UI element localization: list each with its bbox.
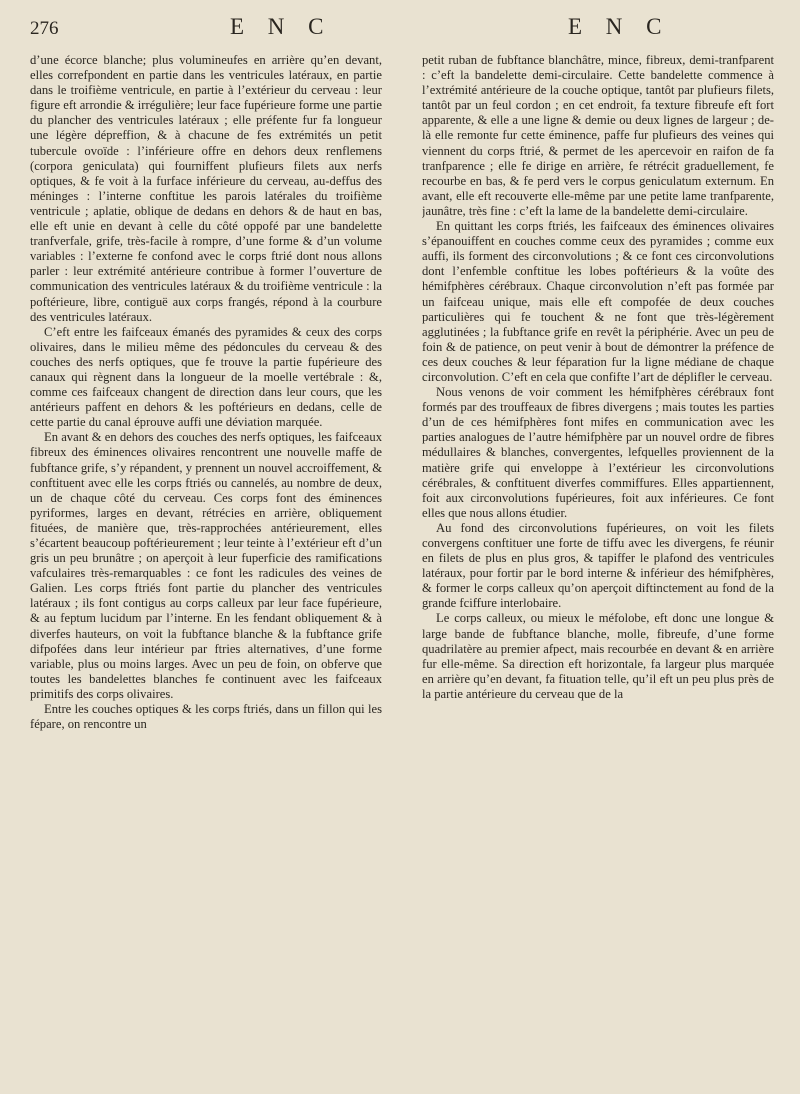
left-heading: E N C xyxy=(230,14,333,39)
paragraph: d’une écorce blanche; plus volumineufes en arrière qu’en devant, elles correfpondent en partie dans les ventricules latéraux, en partie dans le troifième ventricule, en partie à l’extérieur du cerveau : leur figure eft arrondie & irrégulière; leur face fupérieure forme une partie du plancher des ventricules latéraux ; elle préfente fur fa longueur une légère dépreffion, & à chacune de fes extrémités un petit tubercule ovoïde : l’inférieure offre en dehors deux renflemens (corpora geniculata) qui fourniffent plufieurs filets aux nerfs optiques, & fe voit à la furface inférieure du cerveau, au-deffus des méninges : l’interne conftitue les parois latérales du troifième ventricule ; aplatie, oblique de dedans en dehors & de haut en bas, elle eft unie en devant à celle du côté oppofé par une bandelette tranfverfale, grife, très-facile à rompre, d’une forme & d’un volume variables : l’externe fe confond avec le corps ftrié dont nous allons parler : leur extrémité antérieure contribue à former l’ouverture de communication des ventricules latéraux & du troifième ventricule : la poftérieure, libre, contiguë aux corps frangés, répond à la courbure des ventricules latéraux. xyxy=(30,53,382,324)
paragraph: petit ruban de fubftance blanchâtre, mince, fibreux, demi-tranfparent : c’eft la bandelette demi-circulaire. Cette bandelette commence à l’extrémité antérieure de la couche optique, tantôt par plufieurs filets, tantôt par un feul cordon ; en cet endroit, fa texture fibreufe eft fort apparente, & elle a une ligne & demie ou deux lignes de largeur ; de-là elle remonte fur cette éminence, paffe fur plufieurs des veines qui viennent du corps ftrié, & permet de les apercevoir en raifon de fa tranfparence ; elle fe dirige en arrière, fe rétrécit graduellement, fe recourbe en bas, & fe perd vers le corpus geniculatum externum. En avant, elle eft recouverte elle-même par une petite lame tranfparente, jaunâtre, très fine : c’eft la lame de la bandelette demi-circulaire. xyxy=(422,53,774,218)
paragraph: Au fond des circonvolutions fupérieures, on voit les filets convergens conftituer une forte de tiffu avec les divergens, fe réunir en filets de plus en plus gros, & tapiffer le plafond des ventricules latéraux, pour fortir par le bord interne & inférieur des hémifphères, & former le corps calleux qu’on aperçoit diftinctement au fond de la grande fciffure interlobaire. xyxy=(422,520,774,611)
paragraph: Entre les couches optiques & les corps ftriés, dans un fillon qui les fépare, on rencontre un xyxy=(30,702,382,732)
page-number: 276 xyxy=(30,18,59,39)
paragraph: Nous venons de voir comment les hémifphères cérébraux font formés par des trouffeaux de fibres divergens ; mais toutes les parties d’un de ces hémifphères font mifes en communication avec les parties analogues de l’autre hémifphère par un nouvel ordre de fibres médullaires & blanches, convergentes, lefquelles proviennent de la matière grife qui enveloppe à l’extérieur les circonvolutions cérébrales, & conftituent diverfes commiffures. Elles appartiennent, foit aux circonvolutions fupérieures, foit aux inférieures. Ce font elles que nous allons étudier. xyxy=(422,385,774,520)
paragraph: En quittant les corps ftriés, les faifceaux des éminences olivaires s’épanouiffent en couches comme ceux des pyramides ; comme eux auffi, ils forment des circonvolutions ; & ce font ces circonvolutions dont l’enfemble conftitue les lobes poftérieurs & la voûte des hémifphères cérébraux. Chaque circonvolution n’eft pas formée par un faifceau unique, mais elle eft compofée de deux couches particulières qui fe touchent & ne font que très-légèrement agglutinées ; la fubftance grife en revêt la périphérie. Avec un peu de foin & de patience, on peut venir à bout de démontrer la préfence de ces deux couches & leur féparation fur la ligne médiane de chaque circonvolution. C’eft en cela que confifte l’art de déplifler le cerveau. xyxy=(422,219,774,384)
right-heading: E N C xyxy=(568,14,671,39)
running-header xyxy=(0,12,800,42)
right-column xyxy=(422,53,774,1083)
paragraph: Le corps calleux, ou mieux le méfolobe, eft donc une longue & large bande de fubftance blanche, molle, fibreufe, d’une forme quadrilatère au premier afpect, mais recourbée en devant & en arrière fur elle-même. Sa direction eft horizontale, fa largeur plus marquée en arrière qu’en devant, fa fituation telle, qu’il eft un peu plus près de la partie antérieure du cerveau que de la xyxy=(422,611,774,701)
left-column xyxy=(30,53,382,1083)
paragraph: C’eft entre les faifceaux émanés des pyramides & ceux des corps olivaires, dans le milieu même des pédoncules du cerveau & des couches des nerfs optiques, que fe trouve la partie fupérieure des canaux qui règnent dans la longueur de la moelle vertébrale : &, comme ces faifceaux changent de direction dans leur cours, que les antérieurs paffent en dehors & les poftérieurs en dedans, celle de cette partie du canal éprouve auffi une déviation marquée. xyxy=(30,324,382,430)
paragraph: En avant & en dehors des couches des nerfs optiques, les faifceaux fibreux des éminences olivaires rencontrent une nouvelle maffe de fubftance grife, s’y répandent, y prennent un nouvel accroiffement, & conftituent avec elle les corps ftriés ou cannelés, au nombre de deux, un de chaque côté du cerveau. Ces corps font des éminences pyriformes, larges en devant, rétrécies en arrière, obliquement fituées, de manière que, très-rapprochées antérieurement, elles s’écartent beaucoup poftérieurement ; leur teinte à l’extérieur eft d’un gris un peu brunâtre ; on aperçoit à leur fuperficie des ramifications vafculaires très-remarquables : ce font les radicules des veines de Galien. Les corps ftriés font partie du plancher des ventricules latéraux ; ils font contigus au corps calleux par leur face fupérieure, & au feptum lucidum par l’interne. En les fendant obliquement & à diverfes hauteurs, on voit la fubftance blanche & la fubftance grife difpofées dans leur intérieur par ftries alternatives, d’une forme variable, plus ou moins larges. Avec un peu de foin, on obferve que toutes les bandelettes blanches fe continuent avec les faifceaux primitifs des corps olivaires. xyxy=(30,430,382,701)
